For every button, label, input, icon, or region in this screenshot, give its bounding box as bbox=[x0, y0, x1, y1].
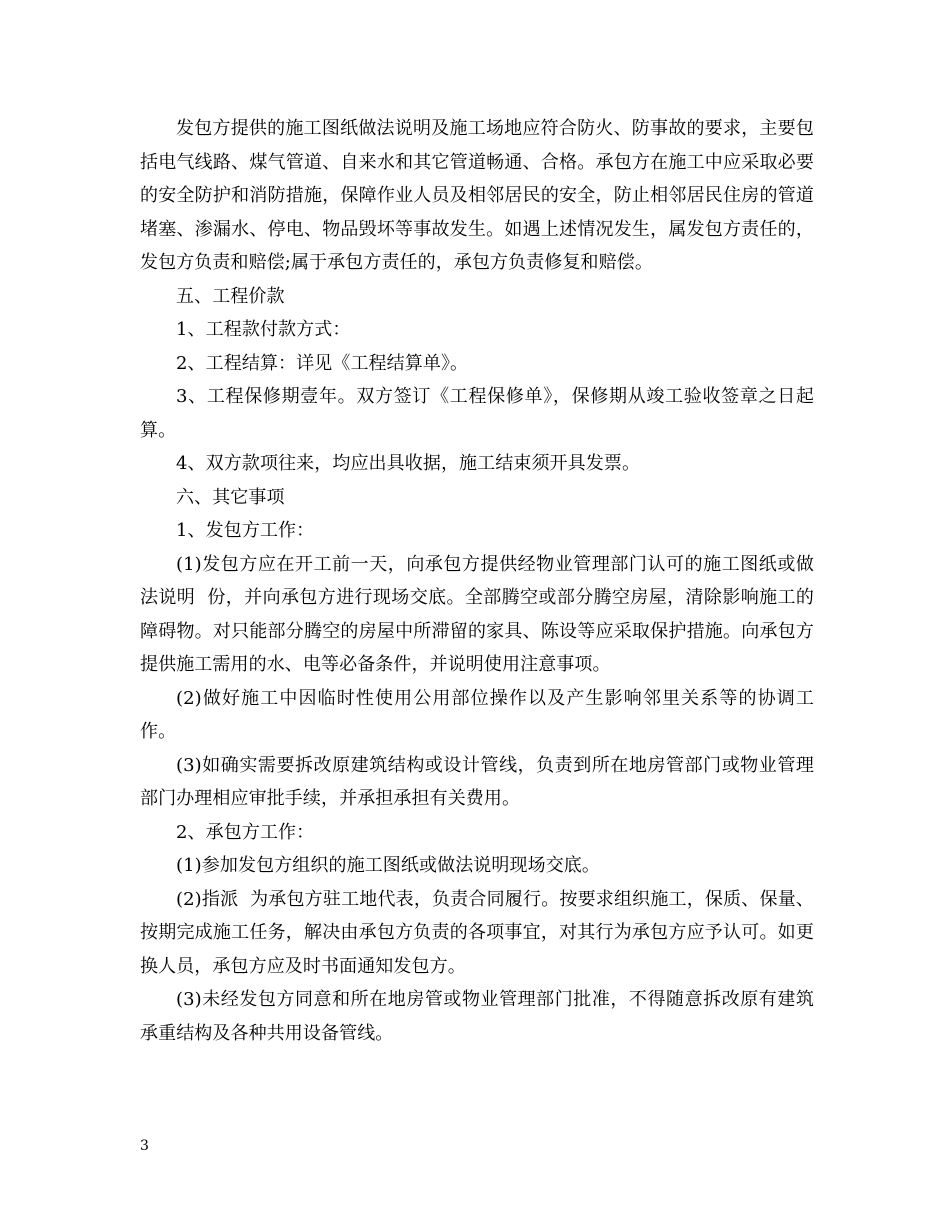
paragraph-contractor-duty-3: (3)未经发包方同意和所在地房管或物业管理部门批准，不得随意拆改原有建筑承重结构及各种共用设备管线。 bbox=[140, 989, 814, 1044]
section-heading-project-price: 五、工程价款 bbox=[176, 285, 285, 307]
paragraph-safety-requirements: 发包方提供的施工图纸做法说明及施工场地应符合防火、防事故的要求，主要包括电气线路、煤气管道、自来水和其它管道畅通、合格。承包方在施工中应采取必要的安全防护和消防措施，保障作业人员及相邻居民的安全，防止相邻居民住房的管道堵塞、渗漏水、停电、物品毁坏等事故发生。如遇上述情况发生，属发包方责任的，发包方负责和赔偿;属于承包方责任的，承包方负责修复和赔偿。 bbox=[140, 118, 814, 273]
paragraph-receipts-invoices: 4、双方款项往来，均应出具收据，施工结束须开具发票。 bbox=[176, 453, 641, 474]
paragraph-settlement: 2、工程结算：详见《工程结算单》。 bbox=[176, 352, 469, 374]
paragraph-employer-duty-3: (3)如确实需要拆改原建筑结构或设计管线，负责到所在地房管部门或物业管理部门办理相应审批手续，并承担承担有关费用。 bbox=[140, 754, 814, 809]
page-number: 3 bbox=[140, 1138, 149, 1154]
section-heading-other-matters: 六、其它事项 bbox=[176, 486, 285, 508]
subheading-contractor-duties: 2、承包方工作： bbox=[176, 821, 315, 843]
paragraph-employer-duty-2: (2)做好施工中因临时性使用公用部位操作以及产生影响邻里关系等的协调工作。 bbox=[140, 687, 814, 742]
contract-body bbox=[140, 112, 814, 1050]
subheading-employer-duties: 1、发包方工作： bbox=[176, 520, 315, 541]
paragraph-warranty: 3、工程保修期壹年。双方签订《工程保修单》，保修期从竣工验收签章之日起算。 bbox=[140, 386, 814, 441]
paragraph-employer-duty-1: (1)发包方应在开工前一天，向承包方提供经物业管理部门认可的施工图纸或做法说明 份，并向承包方进行现场交底。全部腾空或部分腾空房屋，清除影响施工的障碍物。对只能部分腾空的房屋中所滞留的家具、陈设等应采取保护措施。向承包方提供施工需用的水、电等必备条件，并说明使用注意事项。 bbox=[140, 553, 814, 675]
paragraph-contractor-duty-2: (2)指派 为承包方驻工地代表，负责合同履行。按要求组织施工，保质、保量、按期完成施工任务，解决由承包方负责的各项事宜，对其行为承包方应予认可。如更换人员，承包方应及时书面通知发包方。 bbox=[140, 888, 814, 977]
paragraph-contractor-duty-1: (1)参加发包方组织的施工图纸或做法说明现场交底。 bbox=[176, 855, 600, 876]
paragraph-payment-method: 1、工程款付款方式： bbox=[176, 319, 351, 340]
